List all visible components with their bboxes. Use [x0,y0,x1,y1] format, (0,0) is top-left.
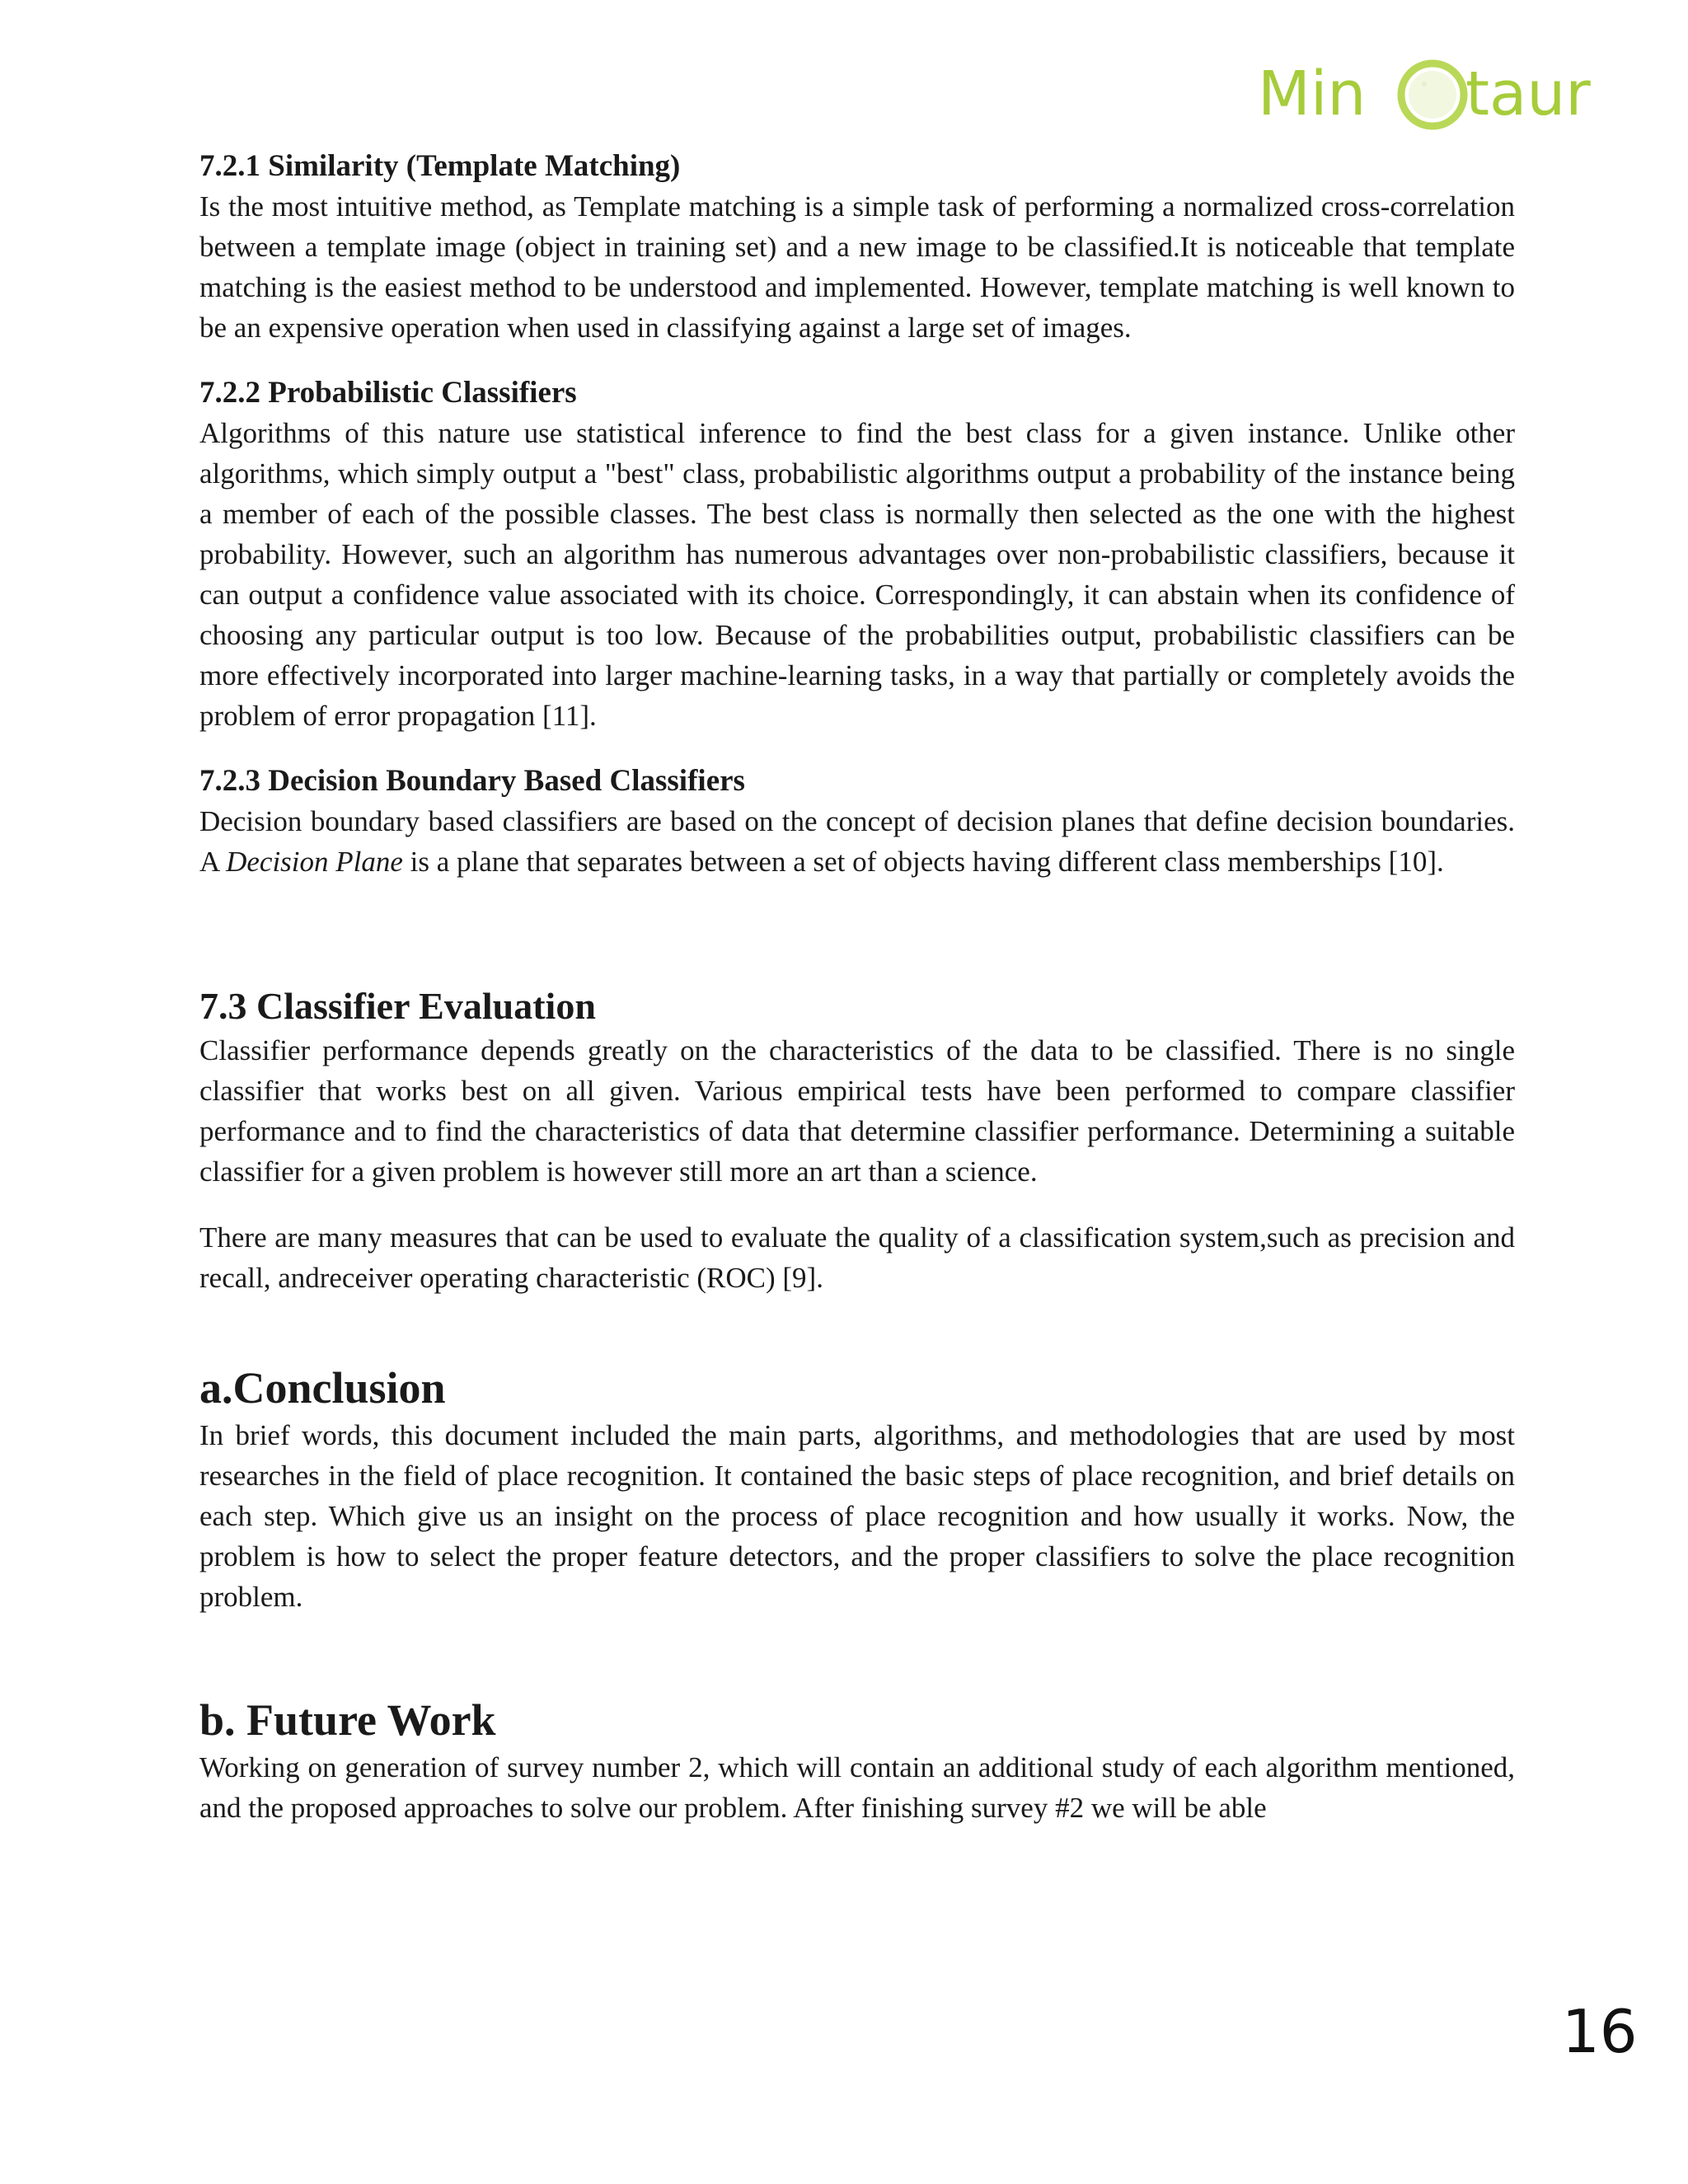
conclusion-paragraph: In brief words, this document included the main parts, algorithms, and methodologies that are used by most researches in the field of place recognition. It contained the basic steps of place recognition, and brief details on each step. Which give us an insight on the process of place recognition and how usually it works. Now, the problem is how to select the proper feature detectors, and the proper classifiers to solve the place recognition problem. [199,1419,1515,1613]
section-7-3-paragraph-1: Classifier performance depends greatly on the characteristics of the data to be classified. There is no single classifier that works best on all given. Various empirical tests have been performed to compare classifier performance and to find the characteristics of data that determine classifier performance. Determining a suitable classifier for a given problem is however still more an art than a science. [199,1034,1515,1188]
section-7-2-3-heading: 7.2.3 Decision Boundary Based Classifiers [199,764,745,798]
document-body [199,147,1515,1828]
page-number: 16 [1562,1997,1638,2066]
svg-text:Min: Min [1258,59,1367,129]
future-work-heading: b. Future Work [199,1695,496,1745]
conclusion-heading: a.Conclusion [199,1363,446,1413]
section-7-3-paragraph-2: There are many measures that can be used to evaluate the quality of a classification system,such as precision and recall, andreceiver operating characteristic (ROC) [9]. [199,1221,1515,1294]
minotaur-logo-graphic [1253,45,1622,140]
section-7-2-3-italic-term: Decision Plane [226,846,403,878]
section-7-2-3-text-a: Decision boundary based classifiers are based on the concept of decision planes that define decision boundaries. A [199,805,1515,878]
svg-text:taur: taur [1465,59,1591,129]
minotaur-logo [1253,45,1622,140]
section-7-2-1-heading: 7.2.1 Similarity (Template Matching) [199,149,681,183]
section-7-2-2-paragraph: Algorithms of this nature use statistical inference to find the best class for a given instance. Unlike other algorithms, which simply output a "best" class, probabilistic algorithms output a probability of the instance being a member of each of the possible classes. The best class is normally then selected as the one with the highest probability. However, such an algorithm has numerous advantages over non-probabilistic classifiers, because it can output a confidence value associated with its choice. Correspondingly, it can abstain when its confidence of choosing any particular output is too low. Because of the probabilities output, probabilistic classifiers can be more effectively incorporated into larger machine-learning tasks, in a way that partially or completely avoids the problem of error propagation [11]. [199,417,1515,732]
future-work-paragraph: Working on generation of survey number 2, which will contain an additional study of each algorithm mentioned, and the proposed approaches to solve our problem. After finishing survey #2 we will be able [199,1751,1515,1824]
section-7-2-1-paragraph: Is the most intuitive method, as Template matching is a simple task of performing a normalized cross-correlation between a template image (object in training set) and a new image to be classified.It is noticeable that template matching is the easiest method to be understood and implemented. However, template matching is well known to be an expensive operation when used in classifying against a large set of images. [199,190,1515,344]
section-7-2-2-heading: 7.2.2 Probabilistic Classifiers [199,376,577,410]
section-7-2-3-paragraph [199,801,1515,882]
section-7-2-3-text-b: is a plane that separates between a set of objects having different class memberships [10]. [402,846,1444,878]
section-7-3-heading: 7.3 Classifier Evaluation [199,985,596,1027]
